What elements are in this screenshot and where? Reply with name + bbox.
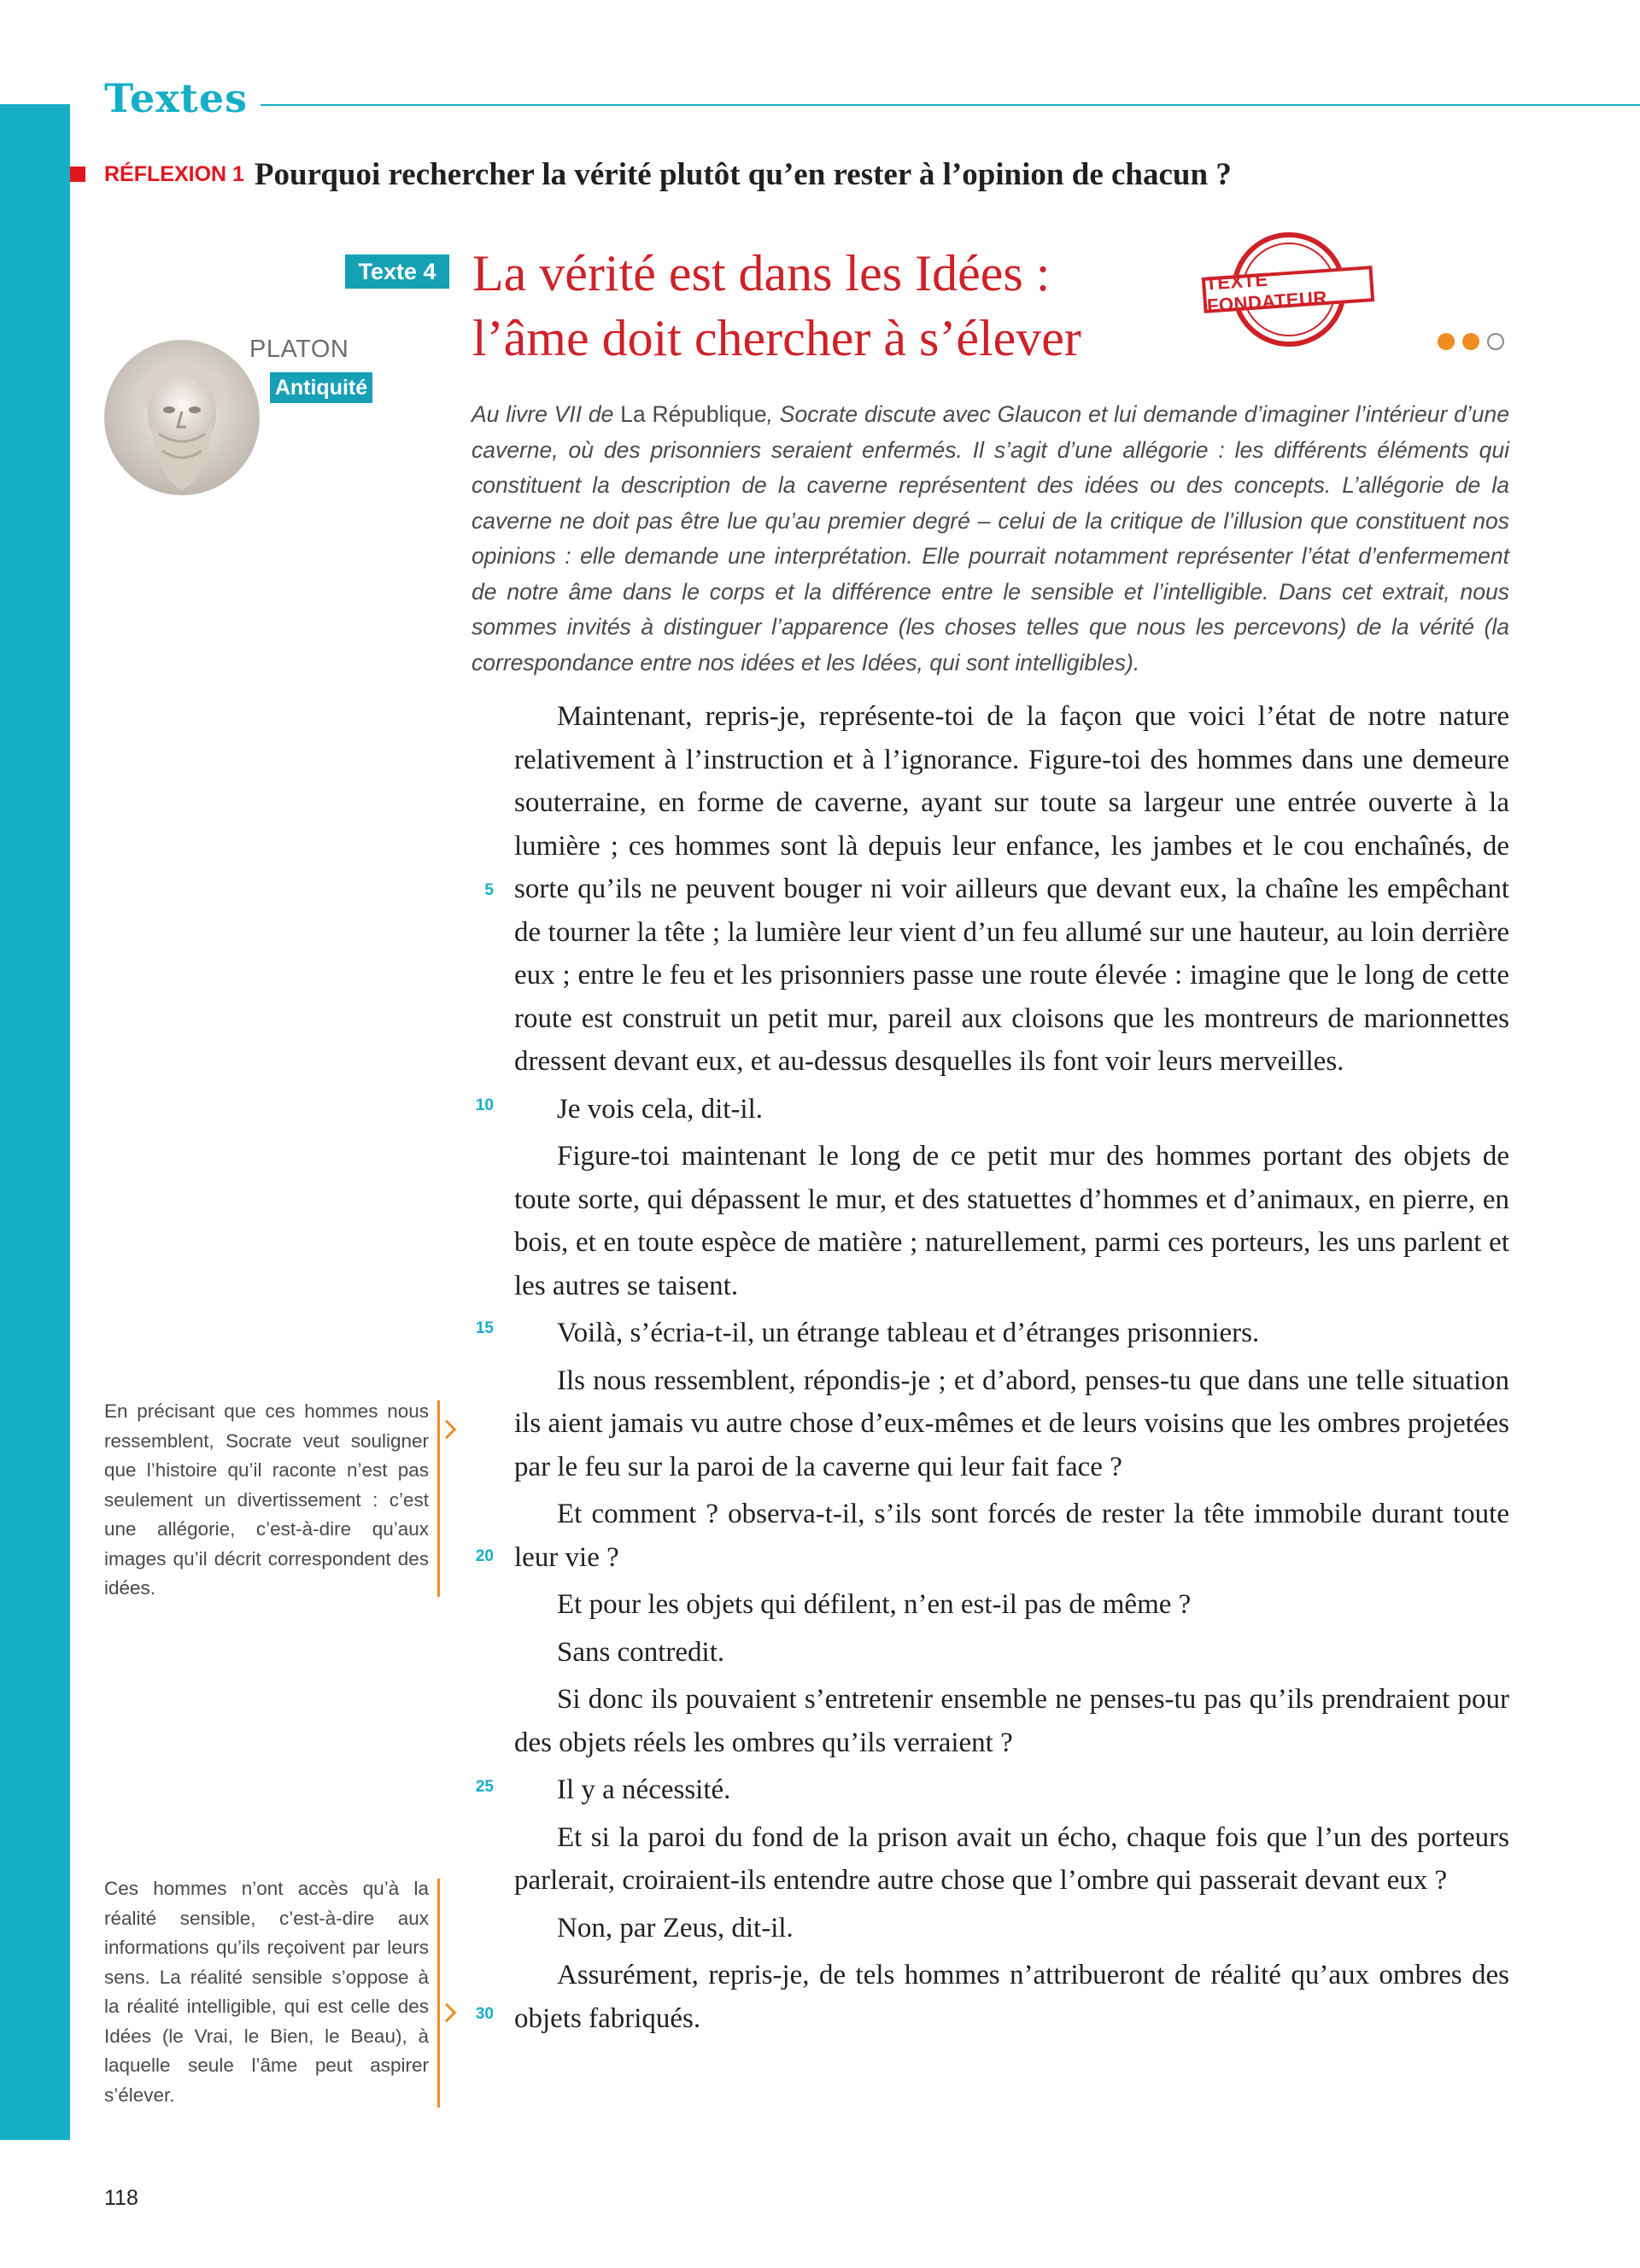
excerpt-paragraph: Et si la paroi du fond de la prison avait un écho, chaque fois que l’un des porteurs parlerait, croiraient-ils entendre autre chose que l’ombre qui passerait devant eux ? — [514, 1821, 1509, 1896]
red-square-marker — [70, 167, 85, 182]
excerpt-paragraph: Et comment ? observa-t-il, s’ils sont forcés de rester la tête immobile durant toute leur vie ? — [514, 1499, 1509, 1573]
line-number: 20 — [475, 1547, 494, 1565]
line-number: 25 — [475, 1778, 494, 1796]
excerpt-paragraph: Figure-toi maintenant le long de ce petit mur des hommes portant des objets de toute sorte, qui dépassent le mur, et des statuettes d’hommes et d’animaux, en pierre, en bois, et en toute espèce de matière ; naturellement, parmi ces porteurs, les uns parlent et les autres se taisent. — [514, 1141, 1509, 1301]
reflexion-question: Pourquoi rechercher la vérité plutôt qu’en rester à l’opinion de chacun ? — [254, 156, 1232, 192]
reflexion-label: RÉFLEXION 1 — [104, 161, 244, 186]
intro-book-title: La République — [620, 401, 767, 427]
excerpt-paragraph: Si donc ils pouvaient s’entretenir ensemble ne penses-tu pas qu’ils prendraient pour des objets réels les ombres qu’ils verraient ? — [514, 1684, 1509, 1758]
author-name: PLATON — [249, 336, 349, 363]
excerpt-paragraph: Maintenant, repris-je, représente-toi de la façon que voici l’état de notre nature relativement à l’instruction et à l’ignorance. Figure-toi des hommes dans une demeure souterraine, en forme de caverne, ayant sur toute sa largeur une entrée ouverte à la lumière ; ces hommes sont là depuis leur enfance, les jambes et le cou enchaînés, de sorte qu’ils ne peuvent bouger ni voir ailleurs que devant eux, la chaîne les empêchant de tourner la tête ; la lumière leur vient d’un feu allumé sur une hauteur, au loin derrière eux ; entre le feu et les prisonniers passe une route élevée : imagine que le long de cette route est construit un petit mur, pareil aux cloisons que les montreurs de marionnettes dressent devant eux, et au-dessus desquelles ils font voir leurs merveilles. — [514, 701, 1509, 1077]
excerpt-paragraph: Non, par Zeus, dit-il. — [557, 1912, 794, 1944]
text-title-line-2: l’âme doit chercher à s’élever — [472, 310, 1081, 366]
difficulty-dot-empty — [1487, 333, 1504, 350]
stamp-label: TEXTE FONDATEUR — [1202, 266, 1374, 313]
page-number: 118 — [104, 2186, 138, 2210]
excerpt-paragraph: Sans contredit. — [557, 1636, 725, 1668]
margin-note-2: Ces hommes n’ont accès qu’à la réalité sensible, c’est-à-dire aux informations qu’ils reçoivent par leurs sens. La réalité sensible s’oppose à la réalité intelligible, qui est celle des Idées (le Vrai, le Bien, le Beau), à laquelle seule l’âme peut aspirer s’élever. — [104, 1878, 429, 2106]
intro-paragraph — [472, 397, 1509, 681]
author-era-badge: Antiquité — [270, 372, 372, 403]
excerpt-paragraph: Je vois cela, dit-il. — [557, 1093, 764, 1125]
line-number: 30 — [475, 2005, 494, 2023]
text-title-line-1: La vérité est dans les Idées : — [472, 245, 1051, 301]
difficulty-dot-filled — [1438, 333, 1455, 350]
reflexion-heading — [70, 155, 1232, 193]
left-color-bar — [0, 104, 70, 2140]
texte-badge: Texte 4 — [345, 254, 449, 289]
plato-bust-icon — [104, 340, 260, 495]
note-1-chevron-icon — [437, 1420, 457, 1440]
section-title: Textes — [104, 75, 249, 121]
intro-part-2: , Socrate discute avec Glaucon et lui demande d’imaginer l’intérieur d’une caverne, où des prisonniers seraient enfermés. Il s’agit d’une allégorie : les différents éléments qui constituent la description de la caverne représentent des idées ou des concepts. L’allégorie de la caverne ne doit pas être lue qu’au premier degré – celui de la critique de l’illusion que constituent nos opinions : elle demande une interprétation. Elle pourrait notamment représenter l’état d’enfermement de notre âme dans le corps et la différence entre le sensible et l’intelligible. Dans cet extrait, nous sommes invités à distinguer l’apparence (les choses telles que nous les percevons) de la vérité (la correspondance entre nos idées et les Idées, qui sont intelligibles). — [472, 401, 1509, 675]
difficulty-dot-filled — [1462, 333, 1479, 350]
section-rule — [261, 104, 1640, 106]
excerpt-paragraph: Voilà, s’écria-t-il, un étrange tableau et d’étranges prisonniers. — [557, 1318, 1260, 1348]
line-number: 5 — [484, 881, 494, 899]
margin-note-1: En précisant que ces hommes nous ressemblent, Socrate veut souligner que l’histoire qu’il raconte n’est pas seulement un divertissement : c’est une allégorie, c’est-à-dire qu’aux images qu’il décrit correspondent des idées. — [104, 1400, 429, 1599]
difficulty-indicator — [1438, 333, 1504, 350]
line-number: 15 — [475, 1319, 494, 1337]
intro-part-1: Au livre VII de — [472, 401, 621, 427]
note-2-bracket — [437, 1879, 440, 2107]
excerpt-body — [514, 695, 1509, 2040]
excerpt-paragraph: Et pour les objets qui défilent, n’en est-il pas de même ? — [557, 1589, 1192, 1620]
line-number: 10 — [475, 1096, 494, 1114]
note-2-chevron-icon — [437, 2003, 457, 2023]
excerpt-paragraph: Il y a nécessité. — [557, 1774, 731, 1805]
excerpt-paragraph: Assurément, repris-je, de tels hommes n’attribueront de réalité qu’aux ombres des objets fabriqués. — [514, 1960, 1509, 2034]
text-title — [472, 241, 1081, 371]
texte-fondateur-stamp — [1203, 232, 1374, 350]
excerpt-paragraph: Ils nous ressemblent, répondis-je ; et d’abord, penses-tu que dans une telle situation ils aient jamais vu autre chose d’eux-mêmes et de leurs voisins que les ombres projetées par le feu sur la paroi de la caverne qui leur fait face ? — [514, 1365, 1509, 1482]
